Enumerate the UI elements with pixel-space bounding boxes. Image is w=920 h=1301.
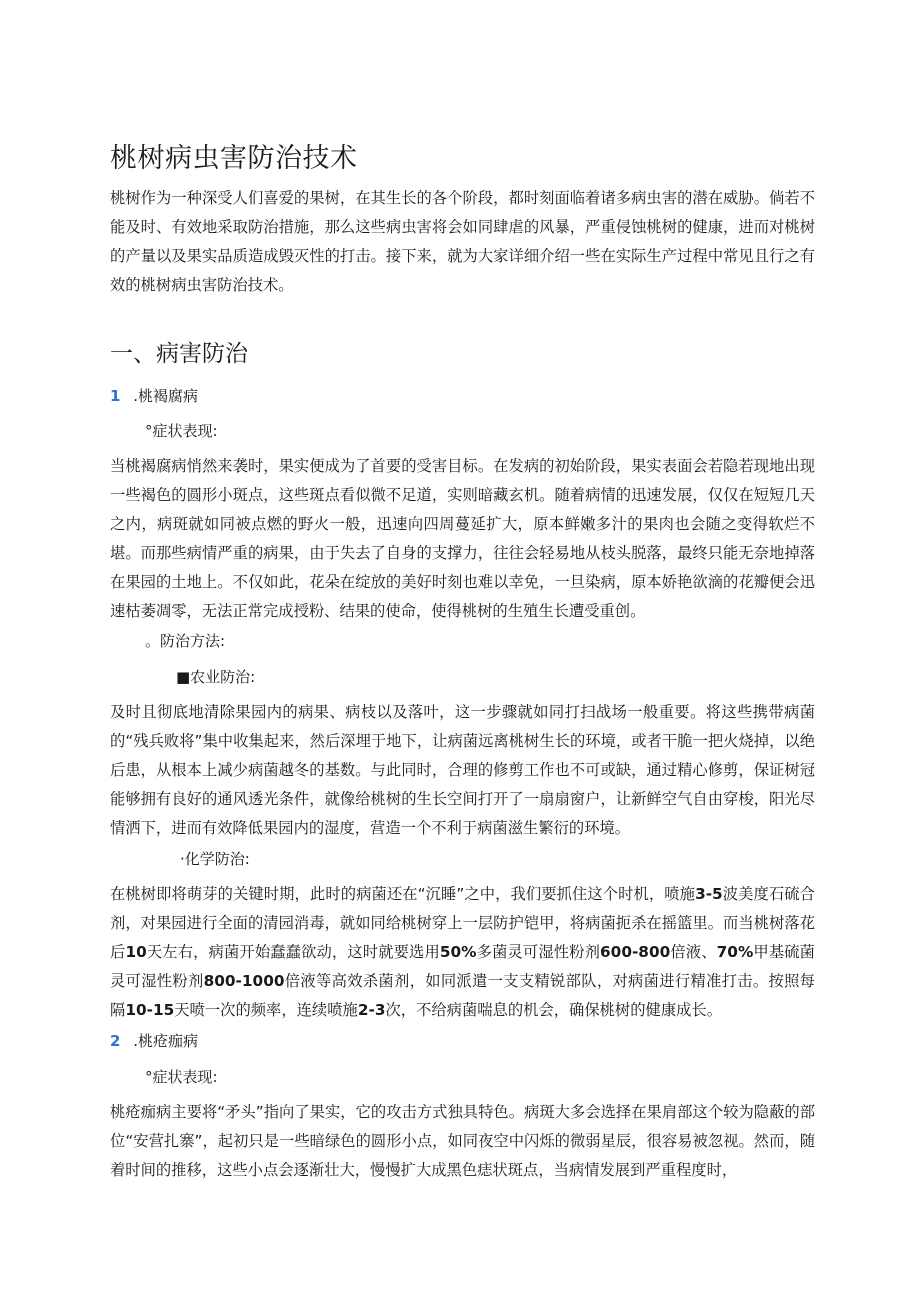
chem-text: 甲基硫菌灵可湿性粉剂: [110, 943, 815, 990]
chem-control-label: ·化学防治:: [180, 850, 250, 868]
item-heading-brown-rot: [110, 385, 198, 407]
item-number: 2: [110, 1032, 121, 1050]
method-label: 。防治方法:: [145, 632, 226, 650]
symptom-paragraph: 桃疮痂病主要将“矛头”指向了果实，它的攻击方式独具特色。病斑大多会选择在果肩部这个较为隐蔽的部位“安营扎寨”，起初只是一些暗绿色的圆形小点，如同夜空中闪烁的微弱星辰，很容易被忽视。然而，随着时间的推移，这些小点会逐渐壮大，慢慢扩大成黑色痣状斑点，当病情发展到严重程度时，: [110, 1103, 815, 1179]
chem-value: 800-1000: [203, 972, 285, 990]
symptom-label: °症状表现:: [145, 422, 218, 440]
chem-text: 在桃树即将萌芽的关键时期，此时的病菌还在“沉睡”之中，我们要抓住这个时机，喷施: [110, 885, 696, 903]
chem-text: 次，不给病菌喘息的机会，确保桃树的健康成长。: [385, 1001, 723, 1019]
intro-paragraph: 桃树作为一种深受人们喜爱的果树，在其生长的各个阶段，都时刻面临着诸多病虫害的潜在威胁。倘若不能及时、有效地采取防治措施，那么这些病虫害将会如同肆虐的风暴，严重侵蚀桃树的健康，进而对桃树的产量以及果实品质造成毁灭性的打击。接下来，就为大家详细介绍一些在实际生产过程中常见且行之有效的桃树病虫害防治技术。: [110, 189, 815, 294]
item-number: 1: [110, 387, 121, 405]
item-heading-scab: [110, 1030, 198, 1052]
chem-value: 3-5: [695, 885, 723, 903]
document-title: 桃树病虫害防治技术: [110, 143, 358, 174]
chem-text: 倍液、: [670, 943, 717, 961]
agri-control-label: ■农业防治:: [176, 668, 256, 686]
symptom-label: °症状表现:: [145, 1068, 218, 1086]
chem-control-paragraph: [110, 880, 815, 1025]
section-heading-disease: 一、病害防治: [110, 341, 248, 367]
chem-value: 50%: [439, 943, 477, 961]
symptom-paragraph: 当桃褐腐病悄然来袭时，果实便成为了首要的受害目标。在发病的初始阶段，果实表面会若隐若现地出现一些褐色的圆形小斑点，这些斑点看似微不足道，实则暗藏玄机。随着病情的迅速发展，仅仅在短短几天之内，病斑就如同被点燃的野火一般，迅速向四周蔓延扩大，原本鲜嫩多汁的果肉也会随之变得软烂不堪。而那些病情严重的病果，由于失去了自身的支撑力，往往会轻易地从枝头脱落，最终只能无奈地掉落在果园的土地上。不仅如此，花朵在绽放的美好时刻也难以幸免，一旦染病，原本娇艳欲滴的花瓣便会迅速枯萎凋零，无法正常完成授粉、结果的使命，使得桃树的生殖生长遭受重创。: [110, 457, 815, 620]
chem-text: 波美度石硫合剂，对果园进行全面的清园消毒，就如同给桃树穿上一层防护铠甲，将病菌扼杀在摇篮里。而当桃树落花后: [110, 885, 815, 961]
chem-value: 10: [125, 943, 147, 961]
chem-value: 2-3: [357, 1001, 386, 1019]
chem-text: 天左右，病菌开始蠢蠢欲动，这时就要选用: [146, 943, 440, 961]
chem-text: 天喷一次的频率，连续喷施: [174, 1001, 358, 1019]
chem-value: 600-800: [600, 943, 671, 961]
chem-value: 70%: [716, 943, 754, 961]
chem-value: 10-15: [125, 1001, 175, 1019]
item-title: .桃褐腐病: [133, 387, 198, 405]
item-title: .桃疮痂病: [133, 1032, 198, 1050]
chem-text: 倍液等高效杀菌剂，如同派遣一支支精锐部队，对病菌进行精准打击。按照每隔: [110, 972, 815, 1019]
chem-text: 多菌灵可湿性粉剂: [476, 943, 601, 961]
agri-control-paragraph: 及时且彻底地清除果园内的病果、病枝以及落叶，这一步骤就如同打扫战场一般重要。将这些携带病菌的“残兵败将”集中收集起来，然后深埋于地下，让病菌远离桃树生长的环境，或者干脆一把火烧掉，以绝后患，从根本上减少病菌越冬的基数。与此同时，合理的修剪工作也不可或缺，通过精心修剪，保证树冠能够拥有良好的通风透光条件，就像给桃树的生长空间打开了一扇扇窗户，让新鲜空气自由穿梭，阳光尽情洒下，进而有效降低果园内的湿度，营造一个不利于病菌滋生繁衍的环境。: [110, 703, 815, 837]
